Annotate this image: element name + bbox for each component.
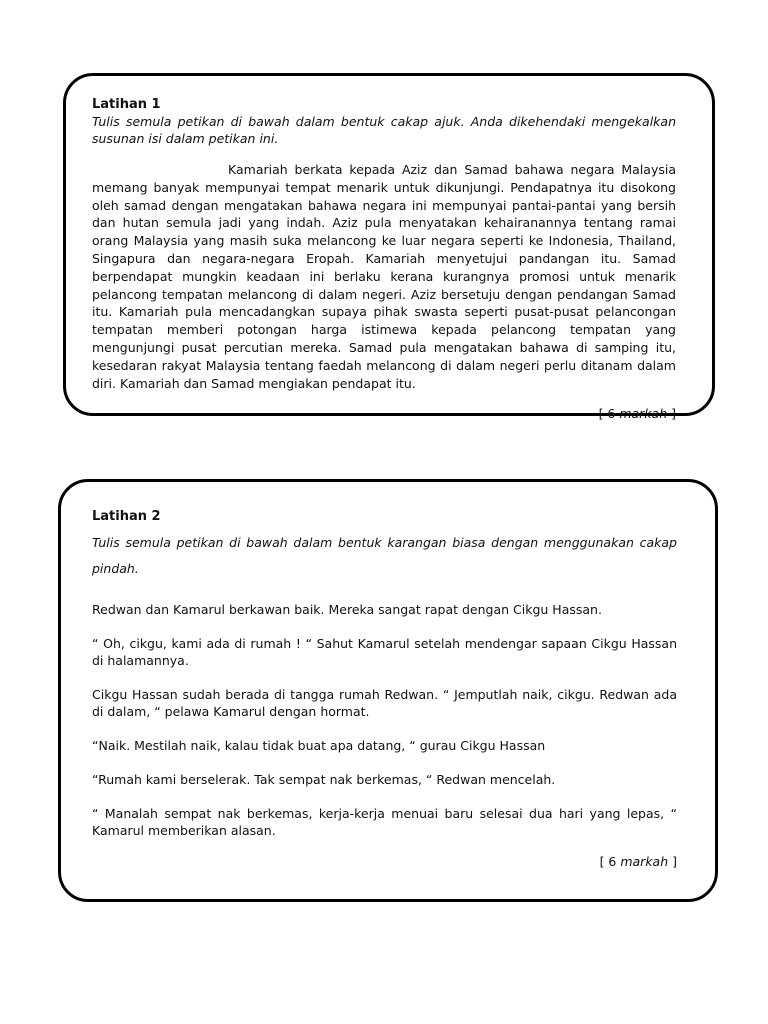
exercise-1-title: Latihan 1 <box>92 97 161 112</box>
marks-close: ] <box>668 854 677 869</box>
exercise-1-passage: Kamariah berkata kepada Aziz dan Samad bahawa negara Malaysia memang banyak mempunyai tempat menarik untuk dikunjungi. Pendapatnya itu disokong oleh samad dengan mengatakan bahawa negara ini mempunyai pantai-pantai yang bersih dan hutan semula jadi yang indah. Aziz pula menyatakan kehairanannya tentang ramai orang Malaysia yang masih suka melancong ke luar negara seperti ke Indonesia, Thailand, Singapura dan negara-negara Eropah. Kamariah menyetujui pandangan itu. Samad berpendapat mungkin keadaan ini berlaku kerana kurangnya promosi untuk menarik pelancong tempatan melancong di dalam negeri. Aziz bersetuju dengan pendangan Samad itu. Kamariah pula mencadangkan supaya pihak swasta seperti pusat-pusat pelancongan tempatan memberi potongan harga istimewa kepada pelancong tempatan yang mengunjungi pusat percutian mereka. Samad pula mengatakan bahawa di samping itu, kesedaran rakyat Malaysia tentang faedah melancong di dalam negeri perlu ditanam dalam diri. Kamariah dan Samad mengiakan pendapat itu. <box>92 162 676 391</box>
marks-open: [ 6 <box>598 405 620 421</box>
exercise-2-box <box>58 479 718 902</box>
exercise-2-paragraph: “Rumah kami berselerak. Tak sempat nak berkemas, “ Redwan mencelah. <box>92 772 556 787</box>
marks-word: markah <box>620 854 669 869</box>
exercise-1-marks <box>92 405 676 422</box>
marks-open: [ 6 <box>599 854 621 869</box>
exercise-2-title: Latihan 2 <box>92 509 161 524</box>
exercise-2-instruction: Tulis semula petikan di bawah dalam bentuk karangan biasa dengan menggunakan cakap pindah. <box>92 535 677 576</box>
marks-word: markah <box>619 405 668 421</box>
exercise-2-paragraph: “Naik. Mestilah naik, kalau tidak buat apa datang, “ gurau Cikgu Hassan <box>92 738 546 753</box>
exercise-2-paragraph: Cikgu Hassan sudah berada di tangga rumah Redwan. “ Jemputlah naik, cikgu. Redwan ada di dalam, “ pelawa Kamarul dengan hormat. <box>92 687 677 719</box>
exercise-2-paragraph: “ Manalah sempat nak berkemas, kerja-kerja menuai baru selesai dua hari yang lepas, “ Kamarul memberikan alasan. <box>92 806 677 838</box>
exercise-2-paragraph: Redwan dan Kamarul berkawan baik. Mereka sangat rapat dengan Cikgu Hassan. <box>92 602 602 617</box>
exercise-1-instruction: Tulis semula petikan di bawah dalam bentuk cakap ajuk. Anda dikehendaki mengekalkan susunan isi dalam petikan ini. <box>92 114 676 146</box>
marks-close: ] <box>667 405 676 421</box>
exercise-1-box <box>63 73 715 421</box>
exercise-2-marks <box>92 853 677 870</box>
exercise-2-paragraph: “ Oh, cikgu, kami ada di rumah ! “ Sahut Kamarul setelah mendengar sapaan Cikgu Hassan di halamannya. <box>92 636 677 668</box>
